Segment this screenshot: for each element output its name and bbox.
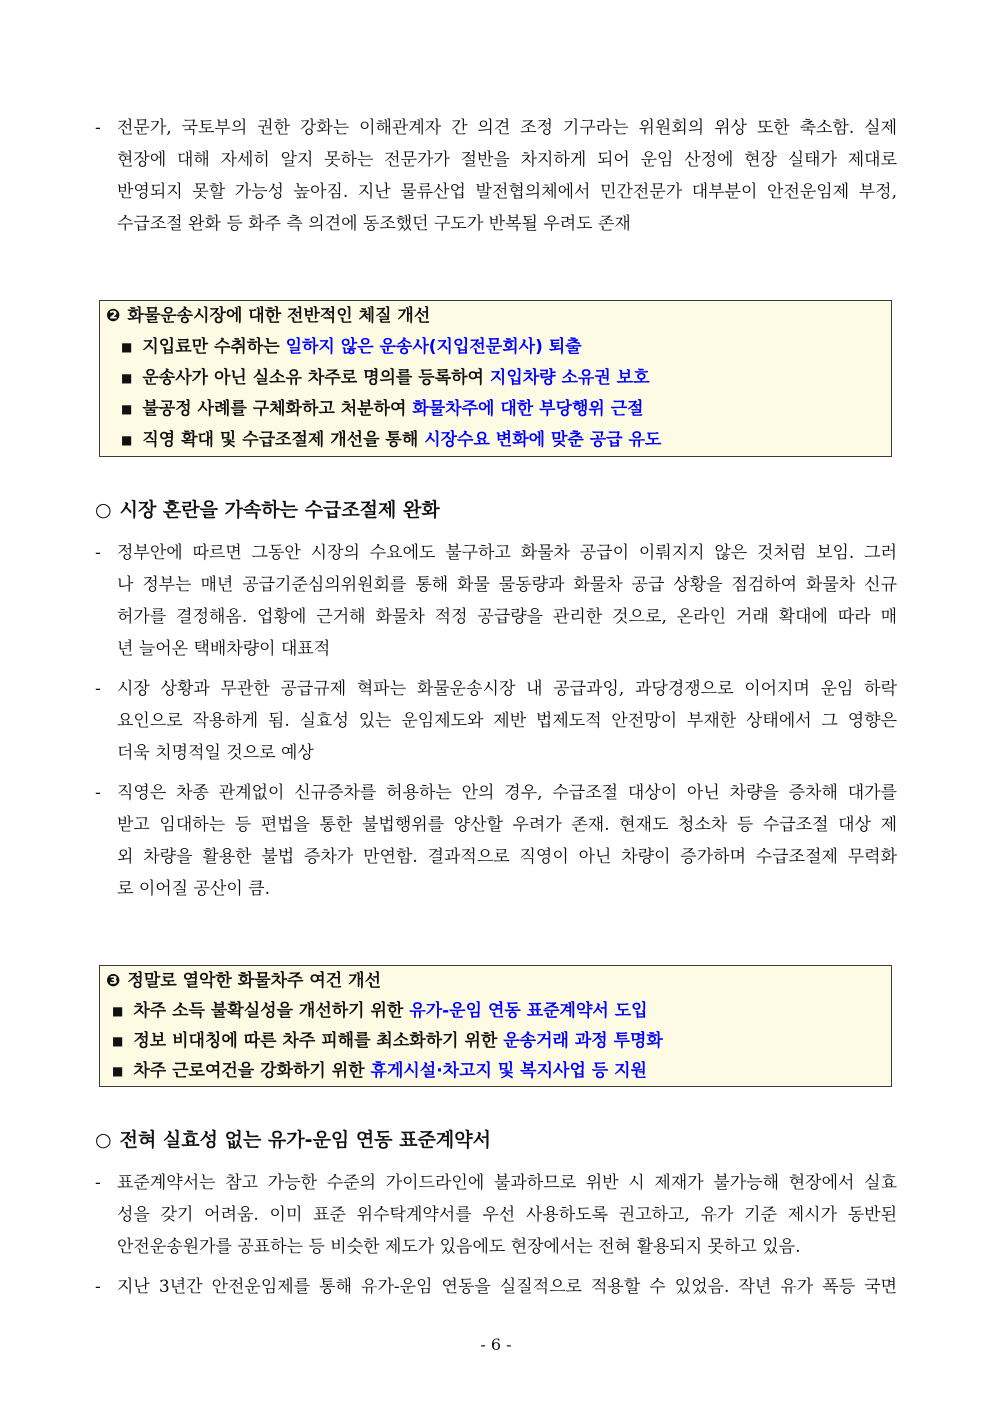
- circle-bullet-icon: ○: [95, 1129, 112, 1151]
- paragraph-line: 정부안에 따르면 그동안 시장의 수요에도 불구하고 화물차 공급이 이뤄지지 않은 것처럼 보임. 그러: [117, 543, 897, 563]
- dash-bullet: -: [95, 1277, 101, 1297]
- page-number: - 6 -: [480, 1335, 512, 1354]
- paragraph-line: 수급조절 완화 등 화주 측 의견에 동조했던 구도가 반복될 우려도 존재: [117, 214, 631, 234]
- box-item-text: 차주 소득 불확실성을 개선하기 위한: [133, 1001, 404, 1021]
- paragraph-line: 허가를 결정해옴. 업황에 근거해 화물차 적정 공급량을 관리한 것으로, 온라인 거래 확대에 따라 매: [117, 607, 897, 627]
- square-bullet-icon: ■: [121, 433, 133, 447]
- box-title-text: 정말로 열악한 화물차주 여건 개선: [127, 971, 381, 991]
- paragraph-line: 지난 3년간 안전운임제를 통해 유가-운임 연동을 실질적으로 적용할 수 있었음. 작년 유가 폭등 국면: [117, 1277, 897, 1297]
- box-item-highlight: 시장수요 변화에 맞춘 공급 유도: [424, 430, 662, 450]
- box-item: [100, 394, 891, 425]
- dash-bullet: -: [95, 118, 101, 138]
- square-bullet-icon: ■: [112, 1034, 124, 1048]
- contract-paragraph-1: [95, 1167, 897, 1263]
- box-item-highlight: 운송거래 과정 투명화: [503, 1031, 663, 1051]
- paragraph-line: 안전운송원가를 공표하는 등 비슷한 제도가 있음에도 현장에서는 전혀 활용되지 못하고 있음.: [117, 1237, 801, 1257]
- paragraph-lines: [117, 777, 897, 905]
- dash-bullet: -: [95, 543, 101, 563]
- paragraph-line: 시장 상황과 무관한 공급규제 혁파는 화물운송시장 내 공급과잉, 과당경쟁으로 이어지며 운임 하락: [117, 679, 897, 699]
- box-number: ❸: [106, 971, 121, 991]
- paragraph-lines: [117, 1271, 897, 1303]
- square-bullet-icon: ■: [121, 371, 133, 385]
- contract-paragraph-2: [95, 1271, 897, 1303]
- circle-bullet-icon: ○: [95, 499, 112, 521]
- paragraph-line: 현장에 대해 자세히 알지 못하는 전문가가 절반을 차지하게 되어 운임 산정에 현장 실태가 제대로: [117, 150, 897, 170]
- box-item-text: 정보 비대칭에 따른 차주 피해를 최소화하기 위한: [133, 1031, 498, 1051]
- paragraph-line: 년 늘어온 택배차량이 대표적: [117, 639, 331, 659]
- box-item-highlight: 휴게시설·차고지 및 복지사업 등 지원: [370, 1061, 647, 1081]
- box-title: [100, 966, 891, 996]
- paragraph-line: 성을 갖기 어려움. 이미 표준 위수탁계약서를 우선 사용하도록 권고하고, 유가 기준 제시가 동반된: [117, 1205, 897, 1225]
- paragraph-lines: [117, 112, 897, 240]
- paragraph-lines: [117, 673, 897, 769]
- supply-paragraph-2: [95, 673, 897, 769]
- box-item-text: 지입료만 수취하는: [142, 337, 280, 357]
- supply-paragraph-3: [95, 777, 897, 905]
- box-title-text: 화물운송시장에 대한 전반적인 체질 개선: [127, 306, 431, 326]
- square-bullet-icon: ■: [121, 340, 133, 354]
- paragraph-line: 직영은 차종 관계없이 신규증차를 허용하는 안의 경우, 수급조절 대상이 아닌 차량을 증차해 대가를: [117, 783, 897, 803]
- paragraph-line: 표준계약서는 참고 가능한 수준의 가이드라인에 불과하므로 위반 시 제재가 불가능해 현장에서 실효: [117, 1173, 897, 1193]
- supply-paragraph-1: [95, 537, 897, 665]
- paragraph-lines: [117, 537, 897, 665]
- dash-bullet: -: [95, 679, 101, 699]
- paragraph-line: 외 차량을 활용한 불법 증차가 만연함. 결과적으로 직영이 아닌 차량이 증가하며 수급조절제 무력화: [117, 847, 897, 867]
- square-bullet-icon: ■: [121, 402, 133, 416]
- box-item: [100, 332, 891, 363]
- section-heading: [95, 494, 440, 526]
- box-item: [100, 996, 891, 1026]
- box-item-highlight: 화물차주에 대한 부당행위 근절: [412, 399, 644, 419]
- box-item-highlight: 지입차량 소유권 보호: [489, 368, 650, 388]
- summary-box-2: [99, 300, 892, 457]
- square-bullet-icon: ■: [112, 1004, 124, 1018]
- box-title: [100, 301, 891, 332]
- paragraph-line: 로 이어질 공산이 큼.: [117, 879, 270, 899]
- paragraph-lines: [117, 1167, 897, 1263]
- box-item-text: 직영 확대 및 수급조절제 개선을 통해: [142, 430, 419, 450]
- paragraph-line: 더욱 치명적일 것으로 예상: [117, 743, 314, 763]
- section-heading-text: 전혀 실효성 없는 유가-운임 연동 표준계약서: [119, 1129, 491, 1151]
- intro-paragraph: [95, 112, 897, 240]
- section-heading-text: 시장 혼란을 가속하는 수급조절제 완화: [119, 499, 440, 521]
- box-item: [100, 363, 891, 394]
- dash-bullet: -: [95, 1173, 101, 1193]
- paragraph-line: 전문가, 국토부의 권한 강화는 이해관계자 간 의견 조정 기구라는 위원회의 위상 또한 축소함. 실제: [117, 118, 897, 138]
- box-item-text: 운송사가 아닌 실소유 차주로 명의를 등록하여: [142, 368, 484, 388]
- summary-box-3: [99, 965, 892, 1087]
- box-item-highlight: 유가-운임 연동 표준계약서 도입: [409, 1001, 648, 1021]
- section-heading: [95, 1124, 491, 1156]
- paragraph-line: 요인으로 작용하게 됨. 실효성 있는 운임제도와 제반 법제도적 안전망이 부재한 상태에서 그 영향은: [117, 711, 897, 731]
- paragraph-line: 받고 임대하는 등 편법을 통한 불법행위를 양산할 우려가 존재. 현재도 청소차 등 수급조절 대상 제: [117, 815, 897, 835]
- box-number: ❷: [106, 306, 121, 326]
- dash-bullet: -: [95, 783, 101, 803]
- box-item: [100, 1056, 891, 1086]
- box-item: [100, 1026, 891, 1056]
- paragraph-line: 반영되지 못할 가능성 높아짐. 지난 물류산업 발전협의체에서 민간전문가 대부분이 안전운임제 부정,: [117, 182, 897, 202]
- box-item-text: 차주 근로여건을 강화하기 위한: [133, 1061, 365, 1081]
- box-item-highlight: 일하지 않은 운송사(지입전문회사) 퇴출: [285, 337, 582, 357]
- box-item: [100, 425, 891, 456]
- square-bullet-icon: ■: [112, 1064, 124, 1078]
- paragraph-line: 나 정부는 매년 공급기준심의위원회를 통해 화물 물동량과 화물차 공급 상황을 점검하여 화물차 신규: [117, 575, 897, 595]
- box-item-text: 불공정 사례를 구체화하고 처분하여: [142, 399, 407, 419]
